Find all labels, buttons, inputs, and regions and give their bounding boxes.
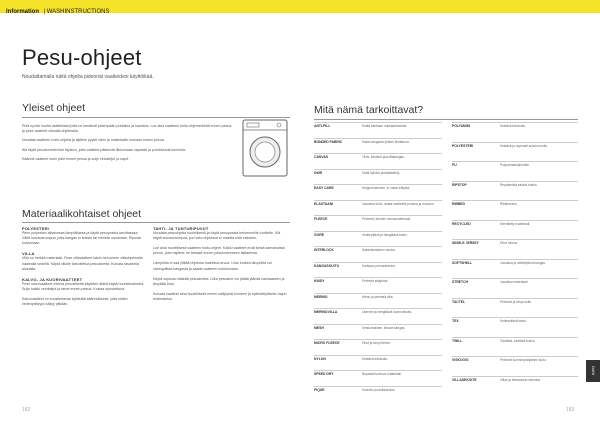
- side-tab-label: INFO: [590, 365, 596, 376]
- glossary-right-table: [452, 122, 578, 402]
- glossary-description: Estää kankaan nukkaantumista.: [362, 124, 408, 128]
- glossary-row: [314, 231, 442, 232]
- glossary-row: [314, 122, 442, 123]
- glossary-row: [314, 324, 442, 325]
- glossary-row: [314, 308, 442, 309]
- glossary-term: VISKOOSI: [452, 358, 469, 362]
- glossary-row: [452, 239, 578, 240]
- glossary-term: DWR: [314, 170, 323, 175]
- glossary-term: FLEECE: [314, 217, 328, 221]
- washing-machine-icon: [240, 118, 290, 178]
- glossary-row: [452, 181, 578, 182]
- membrane-extra-text: Kalvovaatteet on suositeltavaa kyllästää säännöllisesti, jotta niiden vedenpitävyys säilyy pitkään.: [22, 297, 128, 307]
- subsection-label: WASHINSTRUCTIONS: [46, 9, 110, 15]
- page-number-right: 183: [566, 407, 575, 413]
- glossary-term: ANTI-PILL: [314, 124, 331, 128]
- glossary-description: Pehmeä luonnonpohjainen kuitu.: [500, 358, 547, 362]
- side-tab: [586, 360, 600, 382]
- glossary-term: MERINO: [314, 294, 328, 299]
- glossary-description: Tiivis, kestävä puuvillakangas.: [362, 155, 405, 159]
- glossary-row: [314, 262, 442, 263]
- glossary-description: Joustava kuitu, antaa vaatteelle joustoa ja muodon.: [362, 201, 435, 206]
- glossary-row: [314, 339, 442, 340]
- glossary-row: [452, 220, 578, 221]
- glossary-row: [314, 277, 442, 278]
- glossary-description: Nopeasti kuivuva materiaali.: [362, 372, 402, 376]
- polyester-text: Pese polyesteri alhaisessa lämpötilassa ja käytä pesupussia tarvittaessa. Vältä kuivausrumpua, jotta kangas ei kutistu tai menetä muotoaan. Ripusta kuivumaan.: [22, 231, 142, 246]
- glossary-term: SOFTSHELL: [452, 260, 473, 265]
- suits-text: Noudata pesuohjetta huolellisesti ja käytä pesupussia herkemmille tuotteille. Älä käytä kuivausrumpua, jos hoito-ohjeessa ei mainita siitä erikseen.: [153, 231, 281, 241]
- page-subtitle: Noudattamalla näitä ohjeita pidennät vaatteidesi käyttöikää.: [22, 74, 154, 80]
- materials-left-column: [22, 226, 147, 307]
- glossary-term: EASY CARE: [314, 186, 334, 190]
- glossary-term: PU: [452, 163, 457, 167]
- glossary-description: Vedenpitävä ja hengittävä kalvo.: [362, 232, 408, 237]
- glossary-term: KINDY: [314, 279, 325, 283]
- glossary-description: Helppohoitoinen, ei vaadi silitystä.: [362, 186, 411, 190]
- membrane-text: Pese kalvovaatteet mietoa pesuainetta käyttäen äläkä käytä huuhteluainetta. Sulje kaikki vetoketjut ja tarrat ennen pesua. Kuivaa ripustettuna.: [22, 281, 145, 291]
- glossary-row: [452, 278, 578, 279]
- glossary-description: Kierrätetty materiaali.: [500, 221, 531, 226]
- glossary-term: NYLON: [314, 356, 326, 361]
- glossary-term: RIPSTOP: [452, 182, 467, 187]
- glossary-term: VILLASEKOITE: [452, 377, 477, 382]
- glossary-term: GORE: [314, 232, 324, 237]
- membrane-title: KALVO- JA KUORIVAATTEET: [22, 276, 83, 282]
- glossary-description: Kuvioitu puuvillaneulos.: [362, 387, 396, 392]
- glossary-description: Pehmeä ja kevyt kuitu.: [500, 299, 533, 304]
- general-text: [22, 124, 232, 162]
- section-label: Information: [6, 9, 39, 15]
- page-number-left: 182: [22, 407, 31, 413]
- glossary-term: MESH: [314, 325, 324, 330]
- glossary-row: [314, 370, 442, 371]
- glossary-description: Kaksi kangasta yhteen liimattuna.: [362, 139, 410, 144]
- glossary-row: [452, 161, 578, 162]
- glossary-description: Joustava ja vettähylkivä kangas.: [500, 260, 546, 265]
- glossary-description: Repeämistä estävä kudos.: [500, 182, 538, 187]
- materials-right-column: [153, 226, 288, 302]
- glossary-description: Kestävä ja nopeasti kuivuva kuitu.: [500, 143, 549, 148]
- glossary-description: Kestävä tekokuitu.: [362, 356, 389, 361]
- glossary-row: [314, 293, 442, 294]
- glossary-row: [314, 169, 442, 170]
- glossary-row: [314, 215, 442, 216]
- glossary-term: POLYESTERI: [452, 143, 474, 148]
- glossary-row: [452, 337, 578, 338]
- glossary-row: [452, 259, 578, 260]
- glossary-row: [452, 317, 578, 318]
- glossary-row: [314, 355, 442, 356]
- general-p1: Pidä hyvää huolta vaatteistasi jotta ne kestävät pidempään puhtaina ja kauniina. Lue aina vaatteen hoito-ohjemerkintä ennen pesua ja pese vaatteet oikealla ohjelmalla.: [22, 124, 232, 134]
- page-title: Pesu-ohjeet: [22, 45, 142, 70]
- glossary-description: Hieno ja pehmeä villa.: [362, 294, 394, 299]
- glossary-description: Kankaan perusrakenne.: [362, 263, 396, 268]
- glossary-description: Pehmeä sisäpinta.: [362, 279, 389, 283]
- general-heading: Yleiset ohjeet: [22, 102, 86, 114]
- polyester-title: POLYESTERI: [22, 226, 49, 231]
- general-p3: Älä täytä pesukonetta liian täyteen, jotta vaatteet pääsevät liikkumaan vapaasti ja puhdistuvat kunnolla.: [22, 147, 186, 152]
- glossary-description: Pehmeä, lämmin neulosmateriaali.: [362, 217, 411, 221]
- glossary-description: Villan ja tekokuidun sekoitus.: [500, 377, 541, 382]
- glossary-term: STRETCH: [452, 280, 469, 284]
- glossary-row: [314, 246, 442, 247]
- glossary-row: [452, 298, 578, 299]
- right-p4: Käytä sopivaa määrää pesuainetta. Liika pesuaine voi jättää jäämiä kankaaseen ja ärsyttää ihoa.: [153, 276, 285, 286]
- glossary-description: Kestävä tekokuitu.: [500, 124, 527, 128]
- glossary-heading: Mitä nämä tarkoittavat?: [314, 104, 424, 116]
- glossary-term: SINGLE JERSEY: [452, 241, 479, 245]
- glossary-term: TEX: [452, 319, 459, 323]
- glossary-term: INTERLOCK: [314, 248, 334, 252]
- glossary-description: Lämmin ja hengittävä luonnonkuitu.: [362, 310, 413, 314]
- glossary-row: [452, 142, 578, 143]
- glossary-term: TACTEL: [452, 299, 466, 304]
- glossary-term: KANGASKUITU: [314, 263, 340, 268]
- materials-heading: Materiaalikohtaiset ohjeet: [22, 208, 142, 220]
- glossary-row: [314, 386, 442, 387]
- glossary-row: [314, 200, 442, 201]
- materials-rule: [22, 222, 290, 223]
- glossary-term: RECYCLED: [452, 221, 471, 226]
- glossary-description: Vedenpitävä kalvo.: [500, 319, 527, 323]
- glossary-description: Kaksinkertainen neulos.: [362, 248, 396, 252]
- glossary-term: POLYAMIDI: [452, 124, 471, 128]
- separator: |: [43, 9, 47, 15]
- glossary-row: [314, 138, 442, 139]
- suits-title: TAHTI- JA TUNTURIPUVUT: [153, 226, 209, 231]
- right-p3: Lämpötila ei saa ylittää ohjeissa mainittua arvoa. Liian korkea lämpötila voi vahingoittaa kangasta ja saada vaatteen kutistumaan.: [153, 261, 272, 271]
- glossary-term: BONDED FABRIC: [314, 139, 343, 144]
- glossary-description: Joustava materiaali.: [500, 280, 529, 284]
- glossary-rule: [314, 119, 578, 120]
- glossary-description: Vettä hylkivä pintakäsittely.: [362, 170, 400, 175]
- glossary-term: TWILL: [452, 338, 463, 343]
- glossary-description: Polyuretaanipinnoite.: [500, 163, 530, 167]
- glossary-term: ELASTAANI: [314, 201, 334, 206]
- glossary-description: Verkkomainen, ilmava kangas.: [362, 325, 406, 330]
- glossary-left-table: [314, 122, 442, 402]
- top-banner: [0, 0, 600, 13]
- glossary-row: [452, 356, 578, 357]
- glossary-row: [452, 122, 578, 123]
- glossary-term: CANVAS: [314, 155, 329, 159]
- glossary-term: MERINOVILLA: [314, 310, 338, 314]
- right-p2: Lue aina huolellisesti vaatteen hoito-ohjeet. Kaikki vaatteet eivät kestä samanlaista pesua, joten lajittele ne tarkasti ennen pesukoneeseen laittamista.: [153, 246, 285, 256]
- glossary-term: RIBBED: [452, 202, 465, 206]
- glossary-row: [314, 184, 442, 185]
- glossary-term: SPEED DRY: [314, 372, 334, 376]
- glossary-description: Ohut neulos.: [500, 241, 519, 245]
- glossary-row: [452, 200, 578, 201]
- glossary-description: Ribbineulos.: [500, 202, 518, 206]
- glossary-term: MICRO FLEECE: [314, 341, 340, 345]
- glossary-term: PIQUE: [314, 387, 325, 392]
- glossary-row: [452, 376, 578, 377]
- wool-text: Villa on herkkä materiaali. Pese villavaatteet käsin tai koneen villaohjelmalla haalealla vedellä. Käytä villalle tarkoitettua pesuainetta. Kuivata tasaisella alustalla.: [22, 256, 143, 271]
- general-p2: Noudata vaatteen hoito-ohjeita ja lajittele pyykit värin ja materiaalin mukaan ennen pesua.: [22, 138, 165, 143]
- glossary-row: [314, 153, 442, 154]
- glossary-description: Ohut ja kevyt fleece.: [362, 341, 391, 345]
- right-p5: Kuivata vaatteet aina huolellisesti ennen säilytystä homeen ja epämiellyttävän hajun estämiseksi.: [153, 291, 287, 301]
- wool-title: VILLA: [22, 251, 35, 257]
- general-p4: Käännä vaatteet nurin päin ennen pesua ja sulje vetoketjut ja napit.: [22, 156, 129, 161]
- glossary-description: Toimikas, kestävä kudos.: [500, 338, 536, 343]
